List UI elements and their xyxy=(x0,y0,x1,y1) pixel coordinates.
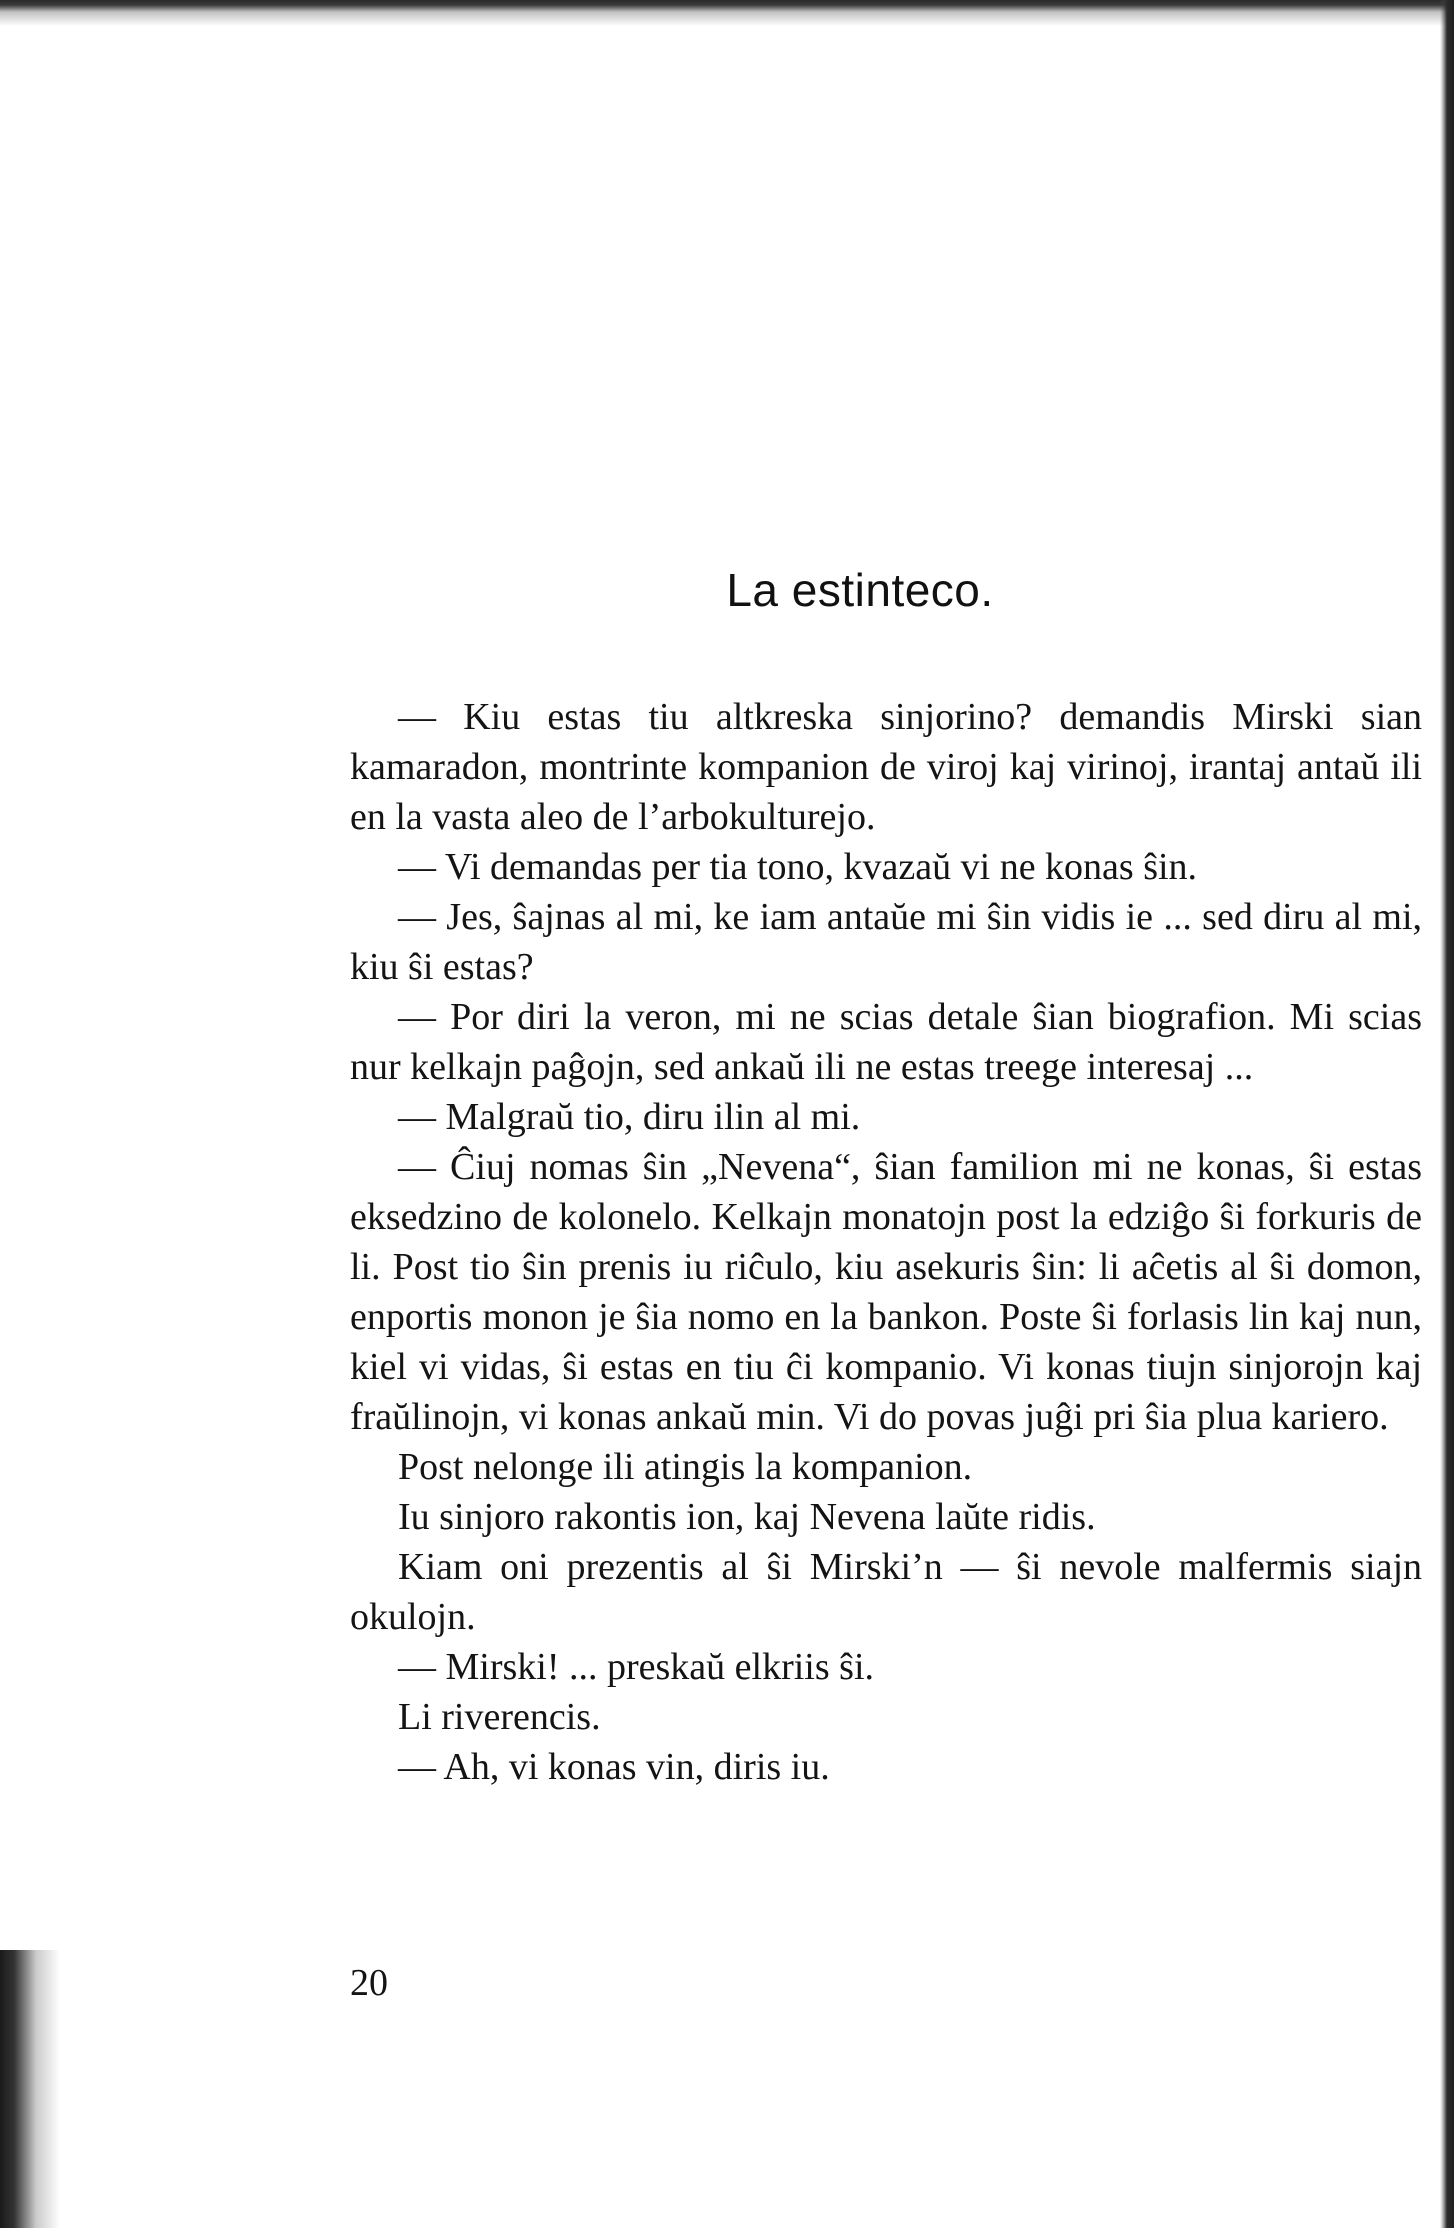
body-text xyxy=(350,692,1422,1792)
paragraph: — Ĉiuj nomas ŝin „Nevena“, ŝian familion mi ne konas, ŝi estas eksedzino de kolonelo. Kelkajn monatojn post la edziĝo ŝi forkuris de li. Post tio ŝin prenis iu riĉulo, kiu asekuris ŝin: li aĉetis al ŝi domon, enportis monon je ŝia nomo en la bankon. Poste ŝi forlasis lin kaj nun, kiel vi vidas, ŝi estas en tiu ĉi kompanio. Vi konas tiujn sinjorojn kaj fraŭlinojn, vi konas ankaŭ min. Vi do povas juĝi pri ŝia plua kariero. xyxy=(350,1146,1422,1438)
paragraph: — Vi demandas per tia tono, kvazaŭ vi ne konas ŝin. xyxy=(398,846,1198,888)
chapter-title: La estinteco. xyxy=(726,564,994,616)
paragraph: — Malgraŭ tio, diru ilin al mi. xyxy=(398,1096,861,1138)
paragraph: — Ah, vi konas vin, diris iu. xyxy=(398,1746,830,1788)
page-number: 20 xyxy=(350,1962,388,2004)
paragraph: — Mirski! ... preskaŭ elkriis ŝi. xyxy=(398,1646,875,1688)
paragraph: — Por diri la veron, mi ne scias detale ŝian biografion. Mi scias nur kelkajn paĝojn, sed ankaŭ ili ne estas treege interesaj ... xyxy=(350,996,1422,1088)
paragraph: Post nelonge ili atingis la kompanion. xyxy=(398,1446,973,1488)
paragraph: Iu sinjoro rakontis ion, kaj Nevena laŭte ridis. xyxy=(398,1496,1096,1538)
scan-edge-right xyxy=(1440,0,1454,2228)
paragraph: — Jes, ŝajnas al mi, ke iam antaŭe mi ŝin vidis ie ... sed diru al mi, kiu ŝi estas? xyxy=(350,896,1422,988)
paragraph: — Kiu estas tiu altkreska sinjorino? demandis Mirski sian kamaradon, montrinte kompanion de viroj kaj virinoj, irantaj antaŭ ili en la vasta aleo de l’arbokulturejo. xyxy=(350,696,1422,838)
scan-edge-left xyxy=(0,1950,60,2228)
scan-edge-top xyxy=(0,0,1454,26)
paragraph: Kiam oni prezentis al ŝi Mirski’n — ŝi nevole malfermis siajn okulojn. xyxy=(350,1546,1422,1638)
paragraph: Li riverencis. xyxy=(398,1696,601,1738)
